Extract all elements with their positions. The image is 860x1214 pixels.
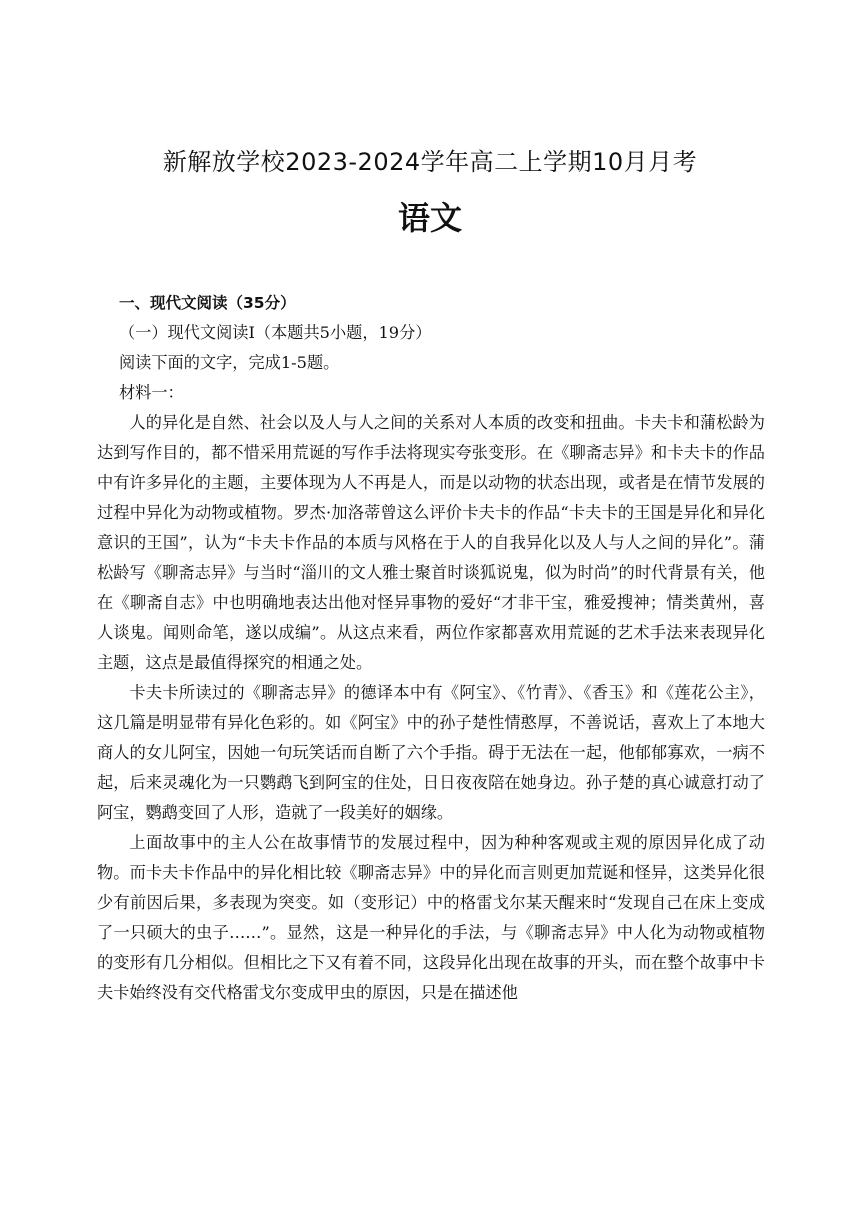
paragraph: 卡夫卡所读过的《聊斋志异》的德译本中有《阿宝》、《竹青》、《香玉》和《莲花公主》，这几篇是明显带有异化色彩的。如《阿宝》中的孙子楚性情憨厚，不善说话，喜欢上了本地大商人的女儿阿宝，因她一句玩笑话而自断了六个手指。碍于无法在一起，他郁郁寡欢，一病不起，后来灵魂化为一只鹦鹉飞到阿宝的住处，日日夜夜陪在她身边。孙子楚的真心诚意打动了阿宝，鹦鹉变回了人形，造就了一段美好的姻缘。 — [97, 683, 765, 822]
subject-title: 语文 — [397, 199, 462, 237]
paragraph: 人的异化是自然、社会以及人与人之间的关系对人本质的改变和扭曲。卡夫卡和蒲松龄为达到写作目的，都不惜采用荒诞的写作手法将现实夸张变形。在《聊斋志异》和卡夫卡的作品中有许多异化的主题，主要体现为人不再是人，而是以动物的状态出现，或者是在情节发展的过程中异化为动物或植物。罗杰·加洛蒂曾这么评价卡夫卡的作品“卡夫卡的王国是异化和异化意识的王国”，认为“卡夫卡作品的本质与风格在于人的自我异化以及人与人之间的异化”。蒲松龄写《聊斋志异》与当时“淄川的文人雅士聚首时谈狐说鬼，似为时尚”的时代背景有关，他在《聊斋自志》中也明确地表达出他对怪异事物的爱好“才非干宝，雅爱搜神；情类黄州，喜人谈鬼。闻则命笔，遂以成编”。从这点来看，两位作家都喜欢用荒诞的艺术手法来表现异化主题，这点是最值得探究的相通之处。 — [97, 413, 765, 672]
exam-body — [97, 288, 765, 1008]
paragraph: 上面故事中的主人公在故事情节的发展过程中，因为种种客观或主观的原因异化成了动物。而卡夫卡作品中的异化相比较《聊斋志异》中的异化而言则更加荒诞和怪异，这类异化很少有前因后果，多表现为突变。如（变形记）中的格雷戈尔某天醒来时“发现自己在床上变成了一只硕大的虫子……”。显然，这是一种异化的手法，与《聊斋志异》中人化为动物或植物的变形有几分相似。但相比之下又有着不同，这段异化出现在故事的开头，而在整个故事中卡夫卡始终没有交代格雷戈尔变成甲虫的原因，只是在描述他 — [97, 833, 765, 1002]
exam-title: 新解放学校2023-2024学年高二上学期10月月考 — [162, 148, 698, 176]
material-label: 材料一： — [119, 383, 184, 402]
section-heading: 一、现代文阅读（35分） — [119, 294, 296, 312]
reading-instruction: 阅读下面的文字，完成1-5题。 — [119, 353, 340, 372]
subsection-heading: （一）现代文阅读Ⅰ（本题共5小题，19分） — [119, 323, 432, 342]
